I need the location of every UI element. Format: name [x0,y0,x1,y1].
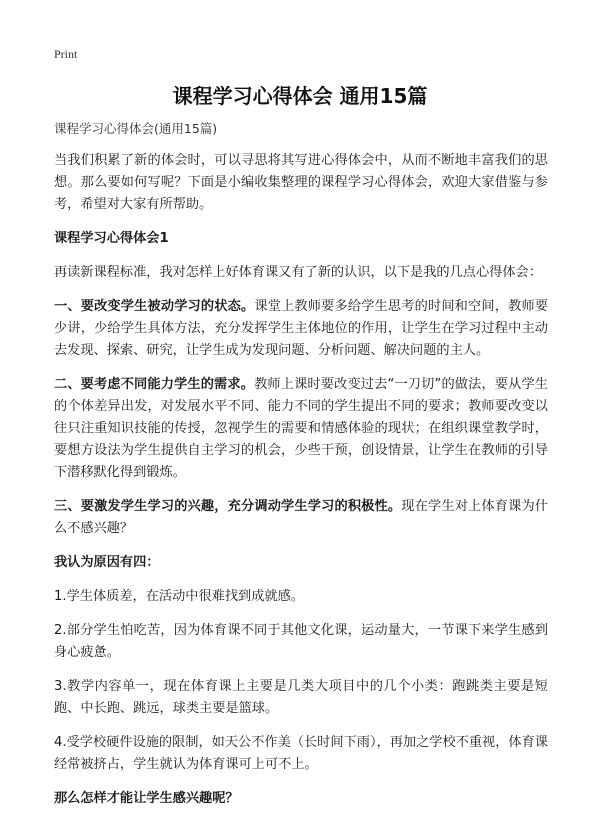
article-subtitle: 课程学习心得体会(通用15篇) [54,121,218,136]
point-3-text: 现在学生对上体育课为什么不感兴趣？ [54,499,549,536]
reason-item: 3.教学内容单一，现在体育课上主要是几类大项目中的几个小类：跑跳类主要是短跑、中长跑、跳远，球类主要是篮球。 [54,679,548,716]
reason-item: 1.学生体质差，在活动中很难找到成就感。 [54,589,304,604]
point-3-heading: 三、要激发学生学习的兴趣，充分调动学生学习的积极性。 [54,499,402,514]
point-3 [54,496,548,540]
page-title: 课程学习心得体会 通用15篇 [172,84,428,108]
point-1-heading: 一、要改变学生被动学习的状态。 [54,299,255,314]
section-heading: 课程学习心得体会1 [54,231,169,246]
print-link[interactable]: Print [54,47,78,61]
point-2-heading: 二、要考虑不同能力学生的需求。 [54,377,255,392]
reason-item: 2.部分学生怕吃苦，因为体育课不同于其他文化课，运动量大，一节课下来学生感到身心疲惫。 [54,623,548,660]
closing-heading: 那么怎样才能让学生感兴趣呢？ [54,791,239,806]
point-2-text: 教师上课时要改变过去“一刀切”的做法，要从学生的个体差异出发，对发展水平不同、能力不同的学生提出不同的要求；教师要改变以往只注重知识技能的传授，忽视学生的需要和情感体验的现状；在组织课堂教学时，要想方设法为学生提供自主学习的机会，少些干预，创设情景，让学生在教师的引导下潜移默化得到锻炼。 [54,377,548,480]
point-1-text: 课堂上教师要多给学生思考的时间和空间，教师要少讲，少给学生具体方法，充分发挥学生主体地位的作用，让学生在学习过程中主动去发现、探索、研究，让学生成为发现问题、分析问题、解决问题的主人。 [54,299,549,358]
intro-paragraph: 当我们积累了新的体会时，可以寻思将其写进心得体会中，从而不断地丰富我们的思想。那么要如何写呢？下面是小编收集整理的课程学习心得体会，欢迎大家借鉴与参考，希望对大家有所帮助。 [54,153,548,212]
point-2 [54,374,548,484]
reason-item: 4.受学校硬件设施的限制，如天公不作美（长时间下雨），再加之学校不重视，体育课经常被挤占，学生就认为体育课可上可不上。 [54,735,548,772]
point-1 [54,296,548,362]
reasons-heading: 我认为原因有四： [54,555,160,570]
paragraph: 再读新课程标准，我对怎样上好体育课又有了新的认识，以下是我的几点心得体会： [54,265,542,280]
article-body [54,118,548,822]
